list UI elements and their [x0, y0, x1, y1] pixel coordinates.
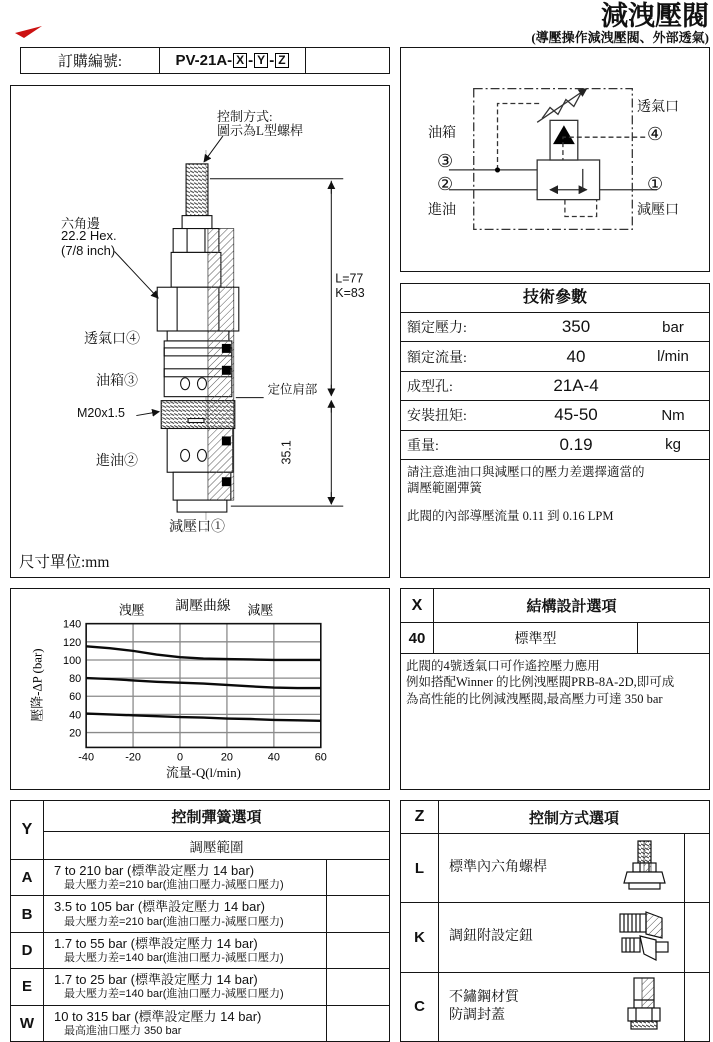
- brand-logo-icon: [12, 24, 52, 42]
- control-options-title: 控制方式選項: [528, 810, 619, 827]
- spec-label: 成型孔:: [407, 379, 453, 395]
- spring-option-content: [44, 969, 326, 1004]
- annotation-hex-line3: (7/8 inch): [61, 243, 116, 258]
- spring-option-code: D: [11, 933, 44, 968]
- knob-icon: [606, 903, 684, 971]
- spec-unit: kg: [665, 436, 681, 454]
- spec-row-install-torque: [401, 401, 709, 430]
- order-code-prefix: PV-21A-: [175, 52, 233, 69]
- tamper-cap-icon: [606, 973, 684, 1041]
- title-block: [531, 2, 709, 45]
- hydraulic-symbol-panel: [400, 47, 710, 272]
- annotation-port-tank: 油箱③: [96, 374, 138, 389]
- spring-option-row-b: [11, 896, 389, 932]
- spec-label: 額定流量:: [407, 350, 467, 366]
- spring-option-empty-cell: [326, 933, 389, 968]
- specs-notes: [401, 460, 709, 528]
- y-tick-label: 140: [63, 618, 82, 631]
- spring-option-row-d: [11, 933, 389, 969]
- spring-option-row-a: [11, 860, 389, 896]
- spec-row-weight: [401, 431, 709, 460]
- design-option-row-40: [401, 623, 709, 654]
- order-code-sep1: -: [248, 52, 254, 69]
- control-option-label-line1: 標準內六角螺桿: [449, 860, 547, 876]
- symbol-inlet-label: 進油: [428, 203, 456, 218]
- spring-options-key: Y: [11, 801, 44, 859]
- valve-body-art: [157, 150, 239, 532]
- hex-screw-icon: [606, 834, 684, 902]
- spring-range: 1.7 to 55 bar (標準設定壓力 14 bar): [54, 935, 258, 951]
- control-option-code: C: [401, 973, 439, 1041]
- spec-row-rated-flow: [401, 342, 709, 371]
- spring-option-row-w: [11, 1006, 389, 1041]
- spring-option-content: [44, 1006, 326, 1041]
- spec-note1-line1: 請注意進油口與減壓口的壓力差選擇適當的: [407, 464, 645, 479]
- spring-max-diff: 最大壓力差=210 bar(進油口壓力-減壓口壓力): [64, 915, 284, 928]
- valve-drawing-panel: [10, 85, 390, 578]
- symbol-reduced-label: 減壓口: [637, 203, 679, 218]
- annotation-port-reduced: 減壓口①: [169, 520, 225, 535]
- spring-option-code: E: [11, 969, 44, 1004]
- y-tick-label: 40: [69, 709, 82, 722]
- spring-range: 7 to 210 bar (標準設定壓力 14 bar): [54, 863, 255, 878]
- dim-depth-label: 35.1: [279, 440, 294, 465]
- chart-x-axis-label: 流量-Q(l/min): [165, 766, 241, 781]
- annotation-control-type-line1: 控制方式:: [217, 109, 273, 124]
- design-option-empty-cell: [637, 623, 709, 653]
- control-option-label-line2: 防調封蓋: [449, 1007, 505, 1023]
- spec-value: 40: [566, 346, 586, 366]
- spring-option-code: A: [11, 860, 44, 895]
- valve-cross-section-drawing: [11, 86, 389, 577]
- design-options-key: X: [401, 589, 434, 622]
- chart-y-axis-label: 壓降-ΔP (bar): [30, 648, 45, 722]
- control-options-header: [401, 801, 709, 834]
- order-number-empty-cell: [306, 48, 389, 73]
- control-option-label: [439, 903, 606, 971]
- pressure-curve-panel: [10, 588, 390, 790]
- spring-option-empty-cell: [326, 969, 389, 1004]
- symbol-port3-number: ③: [437, 151, 454, 171]
- symbol-port4-number: ④: [647, 124, 664, 144]
- order-code-z: Z: [275, 53, 288, 68]
- control-option-row-l: [401, 834, 709, 903]
- x-tick-label: 40: [267, 751, 280, 764]
- symbol-vent-label: 透氣口: [637, 100, 679, 115]
- spec-unit: bar: [662, 318, 684, 336]
- spec-note1-line2: 調壓範圍彈簧: [407, 480, 483, 495]
- design-note-line1: 此閥的4號透氣口可作遙控壓力應用: [406, 659, 600, 673]
- control-option-label-line1: 調鈕附設定鈕: [449, 929, 533, 945]
- pressure-curve-2: [86, 678, 321, 688]
- spring-option-content: [44, 896, 326, 931]
- spring-range: 1.7 to 25 bar (標準設定壓力 14 bar): [54, 972, 258, 988]
- annotation-port-inlet: 進油②: [96, 454, 138, 469]
- spring-max-diff: 最高進油口壓力 350 bar: [64, 1024, 182, 1037]
- spring-option-empty-cell: [326, 896, 389, 931]
- spring-option-code: B: [11, 896, 44, 931]
- control-option-code: K: [401, 903, 439, 971]
- design-option-label: 標準型: [514, 632, 557, 647]
- y-tick-label: 60: [69, 691, 82, 704]
- control-option-code: L: [401, 834, 439, 902]
- chart-title: 調壓曲線: [175, 597, 231, 613]
- order-code-x: X: [233, 53, 247, 68]
- order-code-y: Y: [254, 53, 268, 68]
- spring-option-row-e: [11, 969, 389, 1005]
- spring-option-empty-cell: [326, 860, 389, 895]
- order-code-sep2: -: [269, 52, 275, 69]
- annotation-hex-line1: 六角邊: [61, 216, 101, 231]
- spec-unit: l/min: [657, 348, 689, 366]
- design-options-panel: [400, 588, 710, 790]
- annotation-thread-size: M20x1.5: [77, 406, 125, 420]
- specs-title: 技術參數: [401, 284, 709, 313]
- y-tick-label: 80: [69, 673, 82, 686]
- spec-label: 額定壓力:: [407, 321, 467, 337]
- control-option-empty-cell: [684, 973, 709, 1041]
- spring-range: 10 to 315 bar (標準設定壓力 14 bar): [54, 1008, 262, 1024]
- spec-value: 350: [561, 317, 591, 337]
- spring-option-code: W: [11, 1006, 44, 1041]
- pressure-curve-1: [86, 646, 321, 660]
- spring-max-diff: 最大壓力差=140 bar(進油口壓力-減壓口壓力): [64, 988, 284, 1001]
- design-options-header: [401, 589, 709, 623]
- spec-note2: 此閥的內部導壓流量 0.11 到 0.16 LPM: [407, 508, 614, 523]
- spring-option-content: [44, 860, 326, 895]
- chart-label-relief: 洩壓: [118, 603, 145, 618]
- control-option-label: [439, 834, 606, 902]
- order-number-box: [20, 47, 390, 74]
- locating-shoulder-label: 定位肩部: [267, 382, 318, 397]
- design-option-code: 40: [401, 623, 434, 653]
- control-option-empty-cell: [684, 903, 709, 971]
- spec-label: 安裝扭矩:: [407, 409, 467, 425]
- page-subtitle: (導壓操作減洩壓閥、外部透氣): [531, 30, 709, 46]
- x-tick-label: -20: [125, 751, 141, 764]
- spec-row-rated-pressure: [401, 313, 709, 342]
- specs-panel: [400, 283, 710, 578]
- control-option-row-k: [401, 903, 709, 972]
- spec-label: 重量:: [407, 438, 439, 454]
- y-tick-label: 100: [63, 654, 82, 667]
- spring-range: 3.5 to 105 bar (標準設定壓力 14 bar): [54, 899, 265, 915]
- spec-value: 21A-4: [553, 375, 599, 395]
- control-option-empty-cell: [684, 834, 709, 902]
- x-tick-label: -40: [78, 751, 94, 764]
- y-tick-label: 120: [63, 636, 82, 649]
- page-title: 減洩壓閥: [601, 1, 709, 31]
- symbol-tank-label: 油箱: [428, 126, 456, 141]
- spec-unit: Nm: [661, 406, 685, 424]
- spring-options-title: 控制彈簧選項: [44, 801, 389, 832]
- x-tick-label: 60: [314, 751, 327, 764]
- spring-option-content: [44, 933, 326, 968]
- design-note-line2: 例如搭配Winner 的比例洩壓閥PRB-8A-2D,即可成: [406, 675, 675, 690]
- pressure-curve-chart: [11, 589, 389, 789]
- symbol-port1-number: ①: [647, 174, 664, 194]
- spec-row-cavity: [401, 372, 709, 401]
- chart-label-reducing: 減壓: [247, 603, 274, 618]
- spring-options-header: [11, 801, 389, 860]
- design-note-line3: 為高性能的比例減洩壓閥,最高壓力可達 350 bar: [406, 691, 663, 706]
- control-option-label: [439, 973, 606, 1041]
- spring-option-empty-cell: [326, 1006, 389, 1041]
- control-options-panel: [400, 800, 710, 1042]
- annotation-port-vent: 透氣口④: [84, 332, 140, 347]
- control-options-key: Z: [401, 801, 439, 833]
- design-options-notes: [401, 654, 709, 711]
- x-tick-label: 20: [220, 751, 233, 764]
- dim-k-label: K=83: [335, 286, 365, 301]
- spec-value: 0.19: [559, 434, 593, 454]
- symbol-port2-number: ②: [437, 174, 454, 194]
- spring-max-diff: 最大壓力差=140 bar(進油口壓力-減壓口壓力): [64, 952, 284, 965]
- spring-options-header-right: [44, 801, 389, 859]
- annotation-control-type-line2: 圖示為L型螺桿: [217, 123, 303, 138]
- control-option-label-line1: 不鏽鋼材質: [449, 989, 519, 1005]
- control-option-row-c: [401, 973, 709, 1041]
- spring-max-diff: 最大壓力差=210 bar(進油口壓力-減壓口壓力): [64, 879, 284, 892]
- design-options-title: 結構設計選項: [526, 599, 617, 615]
- y-tick-label: 20: [69, 727, 82, 740]
- spring-options-panel: [10, 800, 390, 1042]
- dimension-unit-note: 尺寸單位:mm: [19, 554, 110, 571]
- spring-options-subtitle: 調壓範圍: [189, 839, 244, 855]
- spec-value: 45-50: [554, 405, 598, 425]
- dim-l-label: L=77: [335, 271, 364, 286]
- annotation-hex-line2: 22.2 Hex.: [61, 228, 117, 243]
- x-tick-label: 0: [176, 751, 184, 764]
- order-number-label: 訂購編號:: [57, 54, 123, 70]
- order-number-code: [159, 48, 306, 73]
